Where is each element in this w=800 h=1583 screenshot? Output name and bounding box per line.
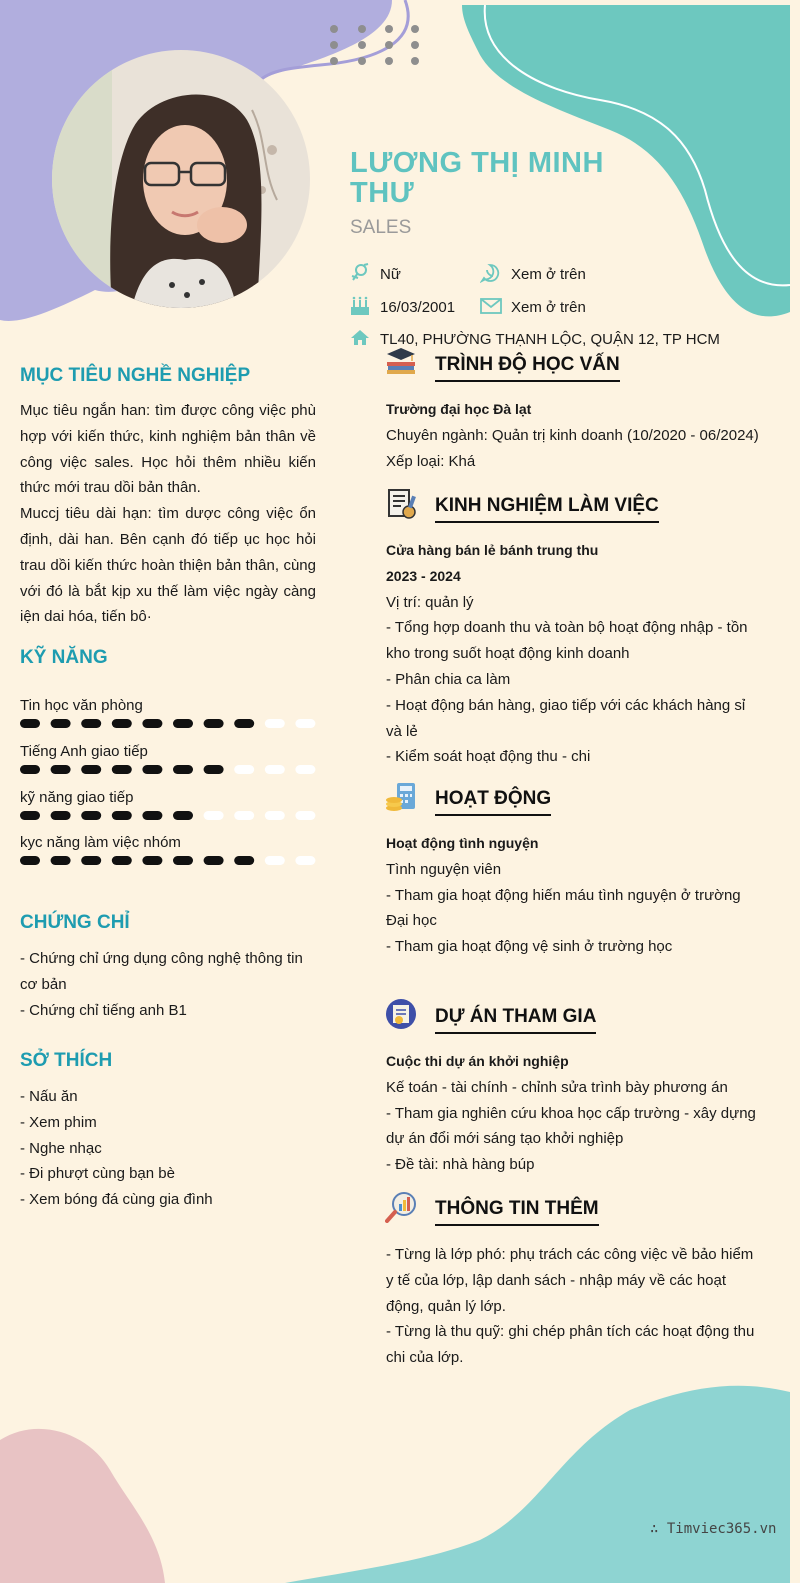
- dot-grid: [328, 22, 424, 68]
- birthday-value: 16/03/2001: [380, 299, 456, 316]
- hobbies-list: [20, 1084, 316, 1213]
- list-item: - Xem bóng đá cùng gia đình: [20, 1191, 213, 1209]
- list-item: - Từng là thu quỹ: ghi chép phân tích các hoạt động thu chi của lớp.: [386, 1323, 755, 1367]
- list-item: - Tham gia hoạt động hiến máu tình nguyện ở trường Đại học: [386, 886, 741, 930]
- home-icon: [350, 328, 370, 348]
- experience-icon: [385, 488, 417, 520]
- magnifier-chart-icon: [385, 1191, 417, 1223]
- skill-segment-empty: [265, 765, 285, 774]
- grade: Xếp loại: Khá: [386, 452, 476, 470]
- email-icon: [480, 296, 500, 316]
- address-value: TL40, PHƯỜNG THẠNH LỘC, QUẬN 12, TP HCM: [380, 331, 720, 348]
- list-item: - Đề tài: nhà hàng búp: [386, 1156, 535, 1174]
- birthday-cake-icon: [350, 296, 370, 316]
- skill-segment-filled: [81, 856, 101, 865]
- additional-content: [386, 1242, 761, 1371]
- objective-short-term: Mục tiêu ngắn han: tìm được công việc phù hợp với kiến thức, kinh nghiệm bản thân về công việc sales. Học hỏi thêm nhiều kiến thức mới trau dồi bản thân.: [20, 402, 316, 497]
- skill-segment-empty: [295, 765, 315, 774]
- skill-segment-filled: [51, 856, 71, 865]
- skill-segment-filled: [204, 765, 224, 774]
- brand-watermark[interactable]: ∴ Timviec365.vn: [650, 1521, 777, 1537]
- list-item: - Hoạt động bán hàng, giao tiếp với các khách hàng sỉ và lẻ: [386, 696, 746, 740]
- work-period: 2023 - 2024: [386, 567, 461, 584]
- skill-segment-filled: [20, 811, 40, 820]
- skill-level-bar: [20, 763, 320, 777]
- skill-segment-filled: [20, 765, 40, 774]
- skill-name: Tin học văn phòng: [20, 697, 143, 714]
- list-item: Vị trí: quản lý: [386, 593, 474, 611]
- skill-level-bar: [20, 809, 320, 823]
- skill-segment-empty: [265, 719, 285, 728]
- phone-value[interactable]: Xem ở trên: [511, 266, 586, 283]
- graduation-cap-icon: [385, 346, 417, 378]
- skill-segment-filled: [142, 765, 162, 774]
- skill-segment-filled: [173, 856, 193, 865]
- list-item: Kế toán - tài chính - chỉnh sửa trình bày phương án: [386, 1078, 728, 1096]
- skill-segment-filled: [112, 719, 132, 728]
- skill-segment-filled: [81, 811, 101, 820]
- objective-title: MỤC TIÊU NGHỀ NGHIỆP: [20, 365, 251, 386]
- skill-segment-empty: [204, 811, 224, 820]
- skill-segment-filled: [173, 765, 193, 774]
- list-item: - Nấu ăn: [20, 1088, 78, 1105]
- list-item: - Chứng chỉ ứng dụng công nghệ thông tin cơ bản: [20, 950, 303, 993]
- skill-segment-filled: [51, 719, 71, 728]
- experience-title: KINH NGHIỆM LÀM VIỆC: [435, 495, 659, 523]
- skill-segment-filled: [204, 856, 224, 865]
- skill-segment-filled: [112, 811, 132, 820]
- skill-segment-filled: [173, 811, 193, 820]
- objective-long-term: Muccj tiêu dài hạn: tìm dược công việc ổn định, dài han. Bên cạnh đó tiếp ục học hỏi trau dồi kiến thức hoàn thiện bản thân, cùng với đó là bắt kịp xu thế làm việc ngày càng iện dai hóa, tiến bô·: [20, 505, 316, 626]
- list-item: - Tham gia nghiên cứu khoa học cấp trường - xây dựng dự án đổi mới sáng tạo khởi nghiệp: [386, 1104, 756, 1148]
- skill-segment-empty: [295, 856, 315, 865]
- skill-segment-empty: [234, 765, 254, 774]
- skill-segment-empty: [265, 811, 285, 820]
- projects-title: DỰ ÁN THAM GIA: [435, 1006, 596, 1034]
- education-content: [386, 397, 761, 474]
- skill-segment-filled: [51, 765, 71, 774]
- email-value[interactable]: Xem ở trên: [511, 299, 586, 316]
- skill-segment-filled: [173, 719, 193, 728]
- list-item: - Tổng hợp doanh thu và toàn bộ hoạt động nhập - tồn kho trong suốt hoạt động kinh doanh: [386, 619, 748, 663]
- activities-title: HOẠT ĐỘNG: [435, 788, 551, 816]
- company-name: Cửa hàng bán lẻ bánh trung thu: [386, 542, 599, 558]
- skill-segment-empty: [295, 719, 315, 728]
- skill-segment-filled: [20, 719, 40, 728]
- skill-segment-filled: [51, 811, 71, 820]
- education-title: TRÌNH ĐỘ HỌC VẤN: [435, 354, 620, 382]
- objective-text: [20, 398, 316, 630]
- skill-name: kỹ năng giao tiếp: [20, 789, 134, 806]
- skill-segment-filled: [81, 719, 101, 728]
- project-heading: Cuộc thi dự án khởi nghiệp: [386, 1053, 569, 1069]
- hobbies-title: SỞ THÍCH: [20, 1050, 113, 1071]
- skill-level-bar: [20, 854, 320, 868]
- skill-segment-empty: [234, 811, 254, 820]
- skill-segment-filled: [234, 856, 254, 865]
- job-title: SALES: [350, 217, 412, 238]
- list-item: - Tham gia hoạt động vệ sinh ở trường học: [386, 938, 673, 956]
- list-item: - Chứng chỉ tiếng anh B1: [20, 1001, 187, 1019]
- list-item: - Kiểm soát hoạt động thu - chi: [386, 748, 591, 766]
- skill-level-bar: [20, 717, 320, 731]
- candidate-name: LƯƠNG THỊ MINH THƯ: [350, 147, 604, 209]
- skill-segment-filled: [234, 719, 254, 728]
- project-icon: [385, 998, 417, 1030]
- gender-value: Nữ: [380, 266, 401, 283]
- skill-segment-filled: [112, 856, 132, 865]
- skill-segment-empty: [265, 856, 285, 865]
- activity-heading: Hoạt động tình nguyện: [386, 835, 539, 851]
- list-item: - Phân chia ca làm: [386, 670, 511, 688]
- skill-segment-filled: [204, 719, 224, 728]
- skills-title: KỸ NĂNG: [20, 647, 108, 668]
- list-item: Tình nguyện viên: [386, 860, 502, 878]
- skill-segment-filled: [142, 856, 162, 865]
- list-item: - Đi phượt cùng bạn bè: [20, 1165, 175, 1183]
- list-item: - Nghe nhạc: [20, 1139, 102, 1157]
- list-item: - Từng là lớp phó: phụ trách các công việc về bảo hiểm y tế của lớp, lập danh sách - nhập máy về các hoạt động, quản lý lớp.: [386, 1246, 754, 1315]
- skill-segment-filled: [142, 719, 162, 728]
- additional-title: THÔNG TIN THÊM: [435, 1198, 599, 1226]
- experience-content: [386, 538, 761, 770]
- gender-icon: [350, 263, 370, 283]
- phone-icon: [480, 263, 500, 283]
- activities-content: [386, 831, 761, 960]
- calculator-coins-icon: [385, 781, 417, 813]
- skill-name: Tiếng Anh giao tiếp: [20, 743, 148, 760]
- skill-segment-empty: [295, 811, 315, 820]
- major: Chuyên ngành: Quản trị kinh doanh (10/2020 - 06/2024): [386, 426, 759, 444]
- list-item: - Xem phim: [20, 1113, 97, 1131]
- skill-name: kyc năng làm việc nhóm: [20, 834, 181, 851]
- projects-content: [386, 1049, 761, 1178]
- skill-segment-filled: [112, 765, 132, 774]
- certificates-title: CHỨNG CHỈ: [20, 912, 130, 933]
- profile-photo: [52, 50, 310, 308]
- skill-segment-filled: [142, 811, 162, 820]
- school-name: Trường đại học Đà lạt: [386, 401, 532, 417]
- skill-segment-filled: [81, 765, 101, 774]
- certificates-list: [20, 946, 316, 1023]
- skill-segment-filled: [20, 856, 40, 865]
